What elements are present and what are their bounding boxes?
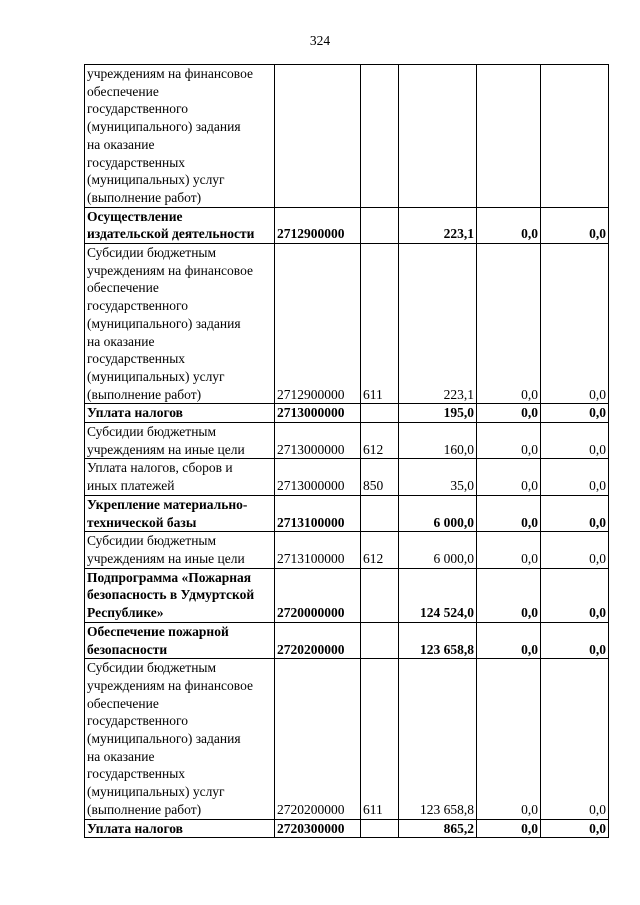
row-expense-type <box>361 819 399 838</box>
row-name: учреждениям на финансовое обеспечение государственного (муниципального) задания на оказание государственных (муниципальных) услуг (выполнение работ) <box>85 65 275 208</box>
table-row <box>85 459 609 495</box>
row-sum: 195,0 <box>399 404 477 423</box>
row-sum: 6 000,0 <box>399 495 477 531</box>
row-code: 2713100000 <box>275 495 361 531</box>
row-value-2: 0,0 <box>477 459 541 495</box>
row-sum: 6 000,0 <box>399 532 477 568</box>
row-expense-type: 612 <box>361 423 399 459</box>
row-sum: 123 658,8 <box>399 622 477 658</box>
row-value-2: 0,0 <box>477 622 541 658</box>
table-row <box>85 65 609 208</box>
row-expense-type <box>361 568 399 622</box>
table-row <box>85 244 609 404</box>
row-value-3: 0,0 <box>541 819 609 838</box>
row-value-3: 0,0 <box>541 622 609 658</box>
row-code: 2720300000 <box>275 819 361 838</box>
row-sum: 35,0 <box>399 459 477 495</box>
row-expense-type: 611 <box>361 659 399 819</box>
row-code: 2713100000 <box>275 532 361 568</box>
row-value-3: 0,0 <box>541 532 609 568</box>
table-row <box>85 423 609 459</box>
row-name: Субсидии бюджетным учреждениям на финансовое обеспечение государственного (муниципального) задания на оказание государственных (муниципальных) услуг (выполнение работ) <box>85 244 275 404</box>
row-code: 2720000000 <box>275 568 361 622</box>
table-row <box>85 659 609 819</box>
row-value-2: 0,0 <box>477 532 541 568</box>
row-expense-type: 612 <box>361 532 399 568</box>
row-sum: 124 524,0 <box>399 568 477 622</box>
row-value-2 <box>477 65 541 208</box>
row-code: 2713000000 <box>275 459 361 495</box>
row-value-2: 0,0 <box>477 568 541 622</box>
row-value-3: 0,0 <box>541 404 609 423</box>
row-expense-type: 611 <box>361 244 399 404</box>
table-row <box>85 819 609 838</box>
row-name: Субсидии бюджетным учреждениям на иные цели <box>85 532 275 568</box>
row-name: Уплата налогов, сборов и иных платежей <box>85 459 275 495</box>
row-name: Подпрограмма «Пожарная безопасность в Удмуртской Республике» <box>85 568 275 622</box>
row-value-2: 0,0 <box>477 819 541 838</box>
row-value-2: 0,0 <box>477 659 541 819</box>
row-name: Субсидии бюджетным учреждениям на финансовое обеспечение государственного (муниципального) задания на оказание государственных (муниципальных) услуг (выполнение работ) <box>85 659 275 819</box>
row-value-3: 0,0 <box>541 495 609 531</box>
row-value-3: 0,0 <box>541 568 609 622</box>
row-value-2: 0,0 <box>477 423 541 459</box>
row-sum: 160,0 <box>399 423 477 459</box>
row-value-3: 0,0 <box>541 207 609 243</box>
row-sum: 123 658,8 <box>399 659 477 819</box>
table-row <box>85 568 609 622</box>
row-value-3: 0,0 <box>541 244 609 404</box>
table-row <box>85 495 609 531</box>
row-sum <box>399 65 477 208</box>
row-value-2: 0,0 <box>477 404 541 423</box>
table-row <box>85 207 609 243</box>
row-expense-type <box>361 404 399 423</box>
row-expense-type <box>361 65 399 208</box>
row-value-2: 0,0 <box>477 244 541 404</box>
row-sum: 223,1 <box>399 207 477 243</box>
row-sum: 865,2 <box>399 819 477 838</box>
row-code: 2720200000 <box>275 622 361 658</box>
row-value-3: 0,0 <box>541 659 609 819</box>
row-expense-type <box>361 495 399 531</box>
row-expense-type <box>361 207 399 243</box>
row-value-3 <box>541 65 609 208</box>
row-code: 2712900000 <box>275 207 361 243</box>
budget-table <box>84 64 609 838</box>
row-name: Обеспечение пожарной безопасности <box>85 622 275 658</box>
page-number: 324 <box>309 33 331 48</box>
row-name: Уплата налогов <box>85 819 275 838</box>
row-value-3: 0,0 <box>541 423 609 459</box>
row-name: Осуществление издательской деятельности <box>85 207 275 243</box>
row-name: Уплата налогов <box>85 404 275 423</box>
row-name: Укрепление материально- технической базы <box>85 495 275 531</box>
table-row <box>85 622 609 658</box>
table-row <box>85 532 609 568</box>
row-value-2: 0,0 <box>477 495 541 531</box>
row-name: Субсидии бюджетным учреждениям на иные цели <box>85 423 275 459</box>
row-code: 2712900000 <box>275 244 361 404</box>
row-value-3: 0,0 <box>541 459 609 495</box>
row-sum: 223,1 <box>399 244 477 404</box>
row-code: 2720200000 <box>275 659 361 819</box>
row-code: 2713000000 <box>275 404 361 423</box>
row-value-2: 0,0 <box>477 207 541 243</box>
row-expense-type: 850 <box>361 459 399 495</box>
table-row <box>85 404 609 423</box>
row-code: 2713000000 <box>275 423 361 459</box>
row-code <box>275 65 361 208</box>
row-expense-type <box>361 622 399 658</box>
